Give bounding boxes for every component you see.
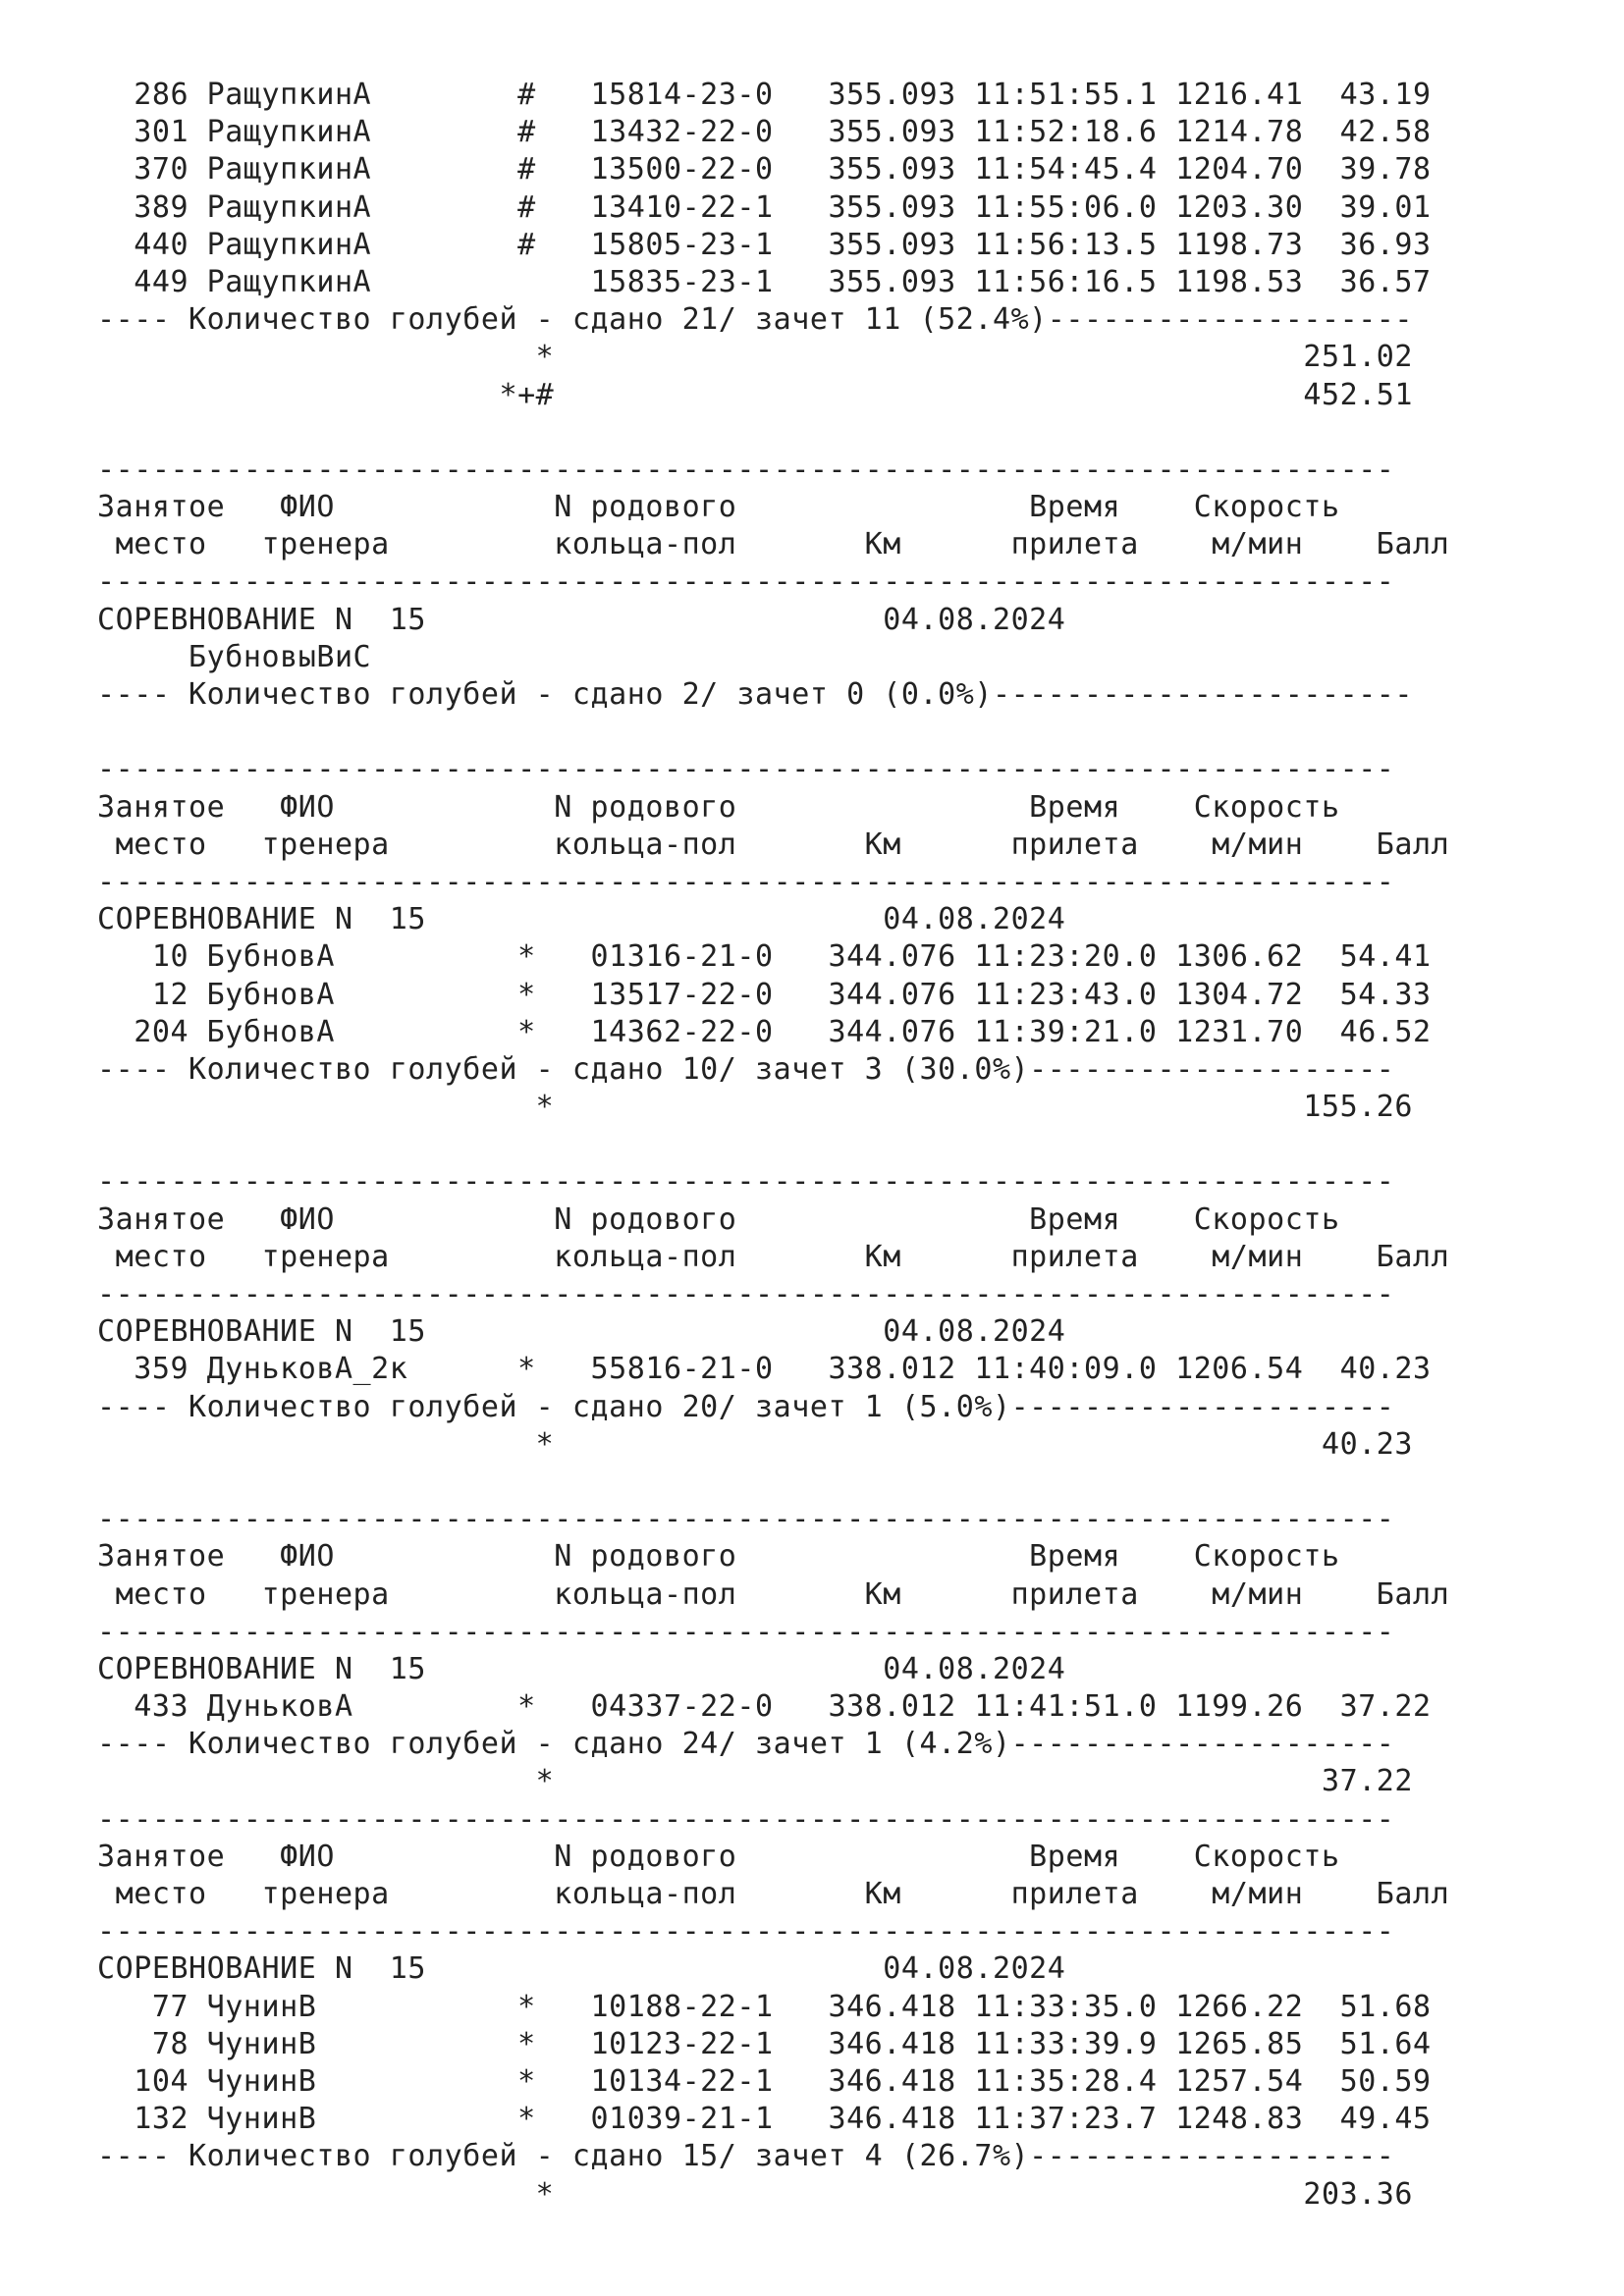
column-header: место тренера кольца-пол Км прилета м/мин Балл	[97, 1576, 1450, 1612]
result-row: 389 РащупкинА # 13410-22-1 355.093 11:55:06.0 1203.30 39.01	[97, 189, 1432, 225]
result-row: 10 БубновА * 01316-21-0 344.076 11:23:20.0 1306.62 54.41	[97, 939, 1432, 975]
result-row: 440 РащупкинА # 15805-23-1 355.093 11:56:13.5 1198.73 36.93	[97, 227, 1432, 262]
separator-line: -----------------------------------------------------------------------	[97, 564, 1395, 600]
summary-line: ---- Количество голубей - сдано 10/ зачет 3 (30.0%)--------------------	[97, 1051, 1395, 1087]
separator-line: -----------------------------------------------------------------------	[97, 1614, 1395, 1649]
result-row: 132 ЧунинВ * 01039-21-1 346.418 11:37:23.7 1248.83 49.45	[97, 2102, 1432, 2137]
blank-line	[97, 1126, 1531, 1163]
competition-header: СОРЕВНОВАНИЕ N 15 04.08.2024	[97, 1314, 1066, 1350]
separator-line: -----------------------------------------------------------------------	[97, 1277, 1395, 1311]
points-total: * 251.02	[97, 340, 1414, 375]
column-header: Занятое ФИО N родового Время Скорость	[97, 1839, 1340, 1874]
result-row: 370 РащупкинА # 13500-22-0 355.093 11:54:45.4 1204.70 39.78	[97, 152, 1432, 187]
result-row: 77 ЧунинВ * 10188-22-1 346.418 11:33:35.0 1266.22 51.68	[97, 1989, 1432, 2024]
separator-line: -----------------------------------------------------------------------	[97, 452, 1395, 487]
column-header: Занятое ФИО N родового Время Скорость	[97, 789, 1340, 825]
blank-line	[97, 1464, 1531, 1501]
separator-line: -----------------------------------------------------------------------	[97, 752, 1395, 787]
result-row: 78 ЧунинВ * 10123-22-1 346.418 11:33:39.9 1265.85 51.64	[97, 2026, 1432, 2061]
column-header: место тренера кольца-пол Км прилета м/мин Балл	[97, 1877, 1450, 1911]
competition-header: СОРЕВНОВАНИЕ N 15 04.08.2024	[97, 602, 1066, 637]
result-row: 104 ЧунинВ * 10134-22-1 346.418 11:35:28.4 1257.54 50.59	[97, 2063, 1432, 2099]
column-header: место тренера кольца-пол Км прилета м/мин Балл	[97, 1239, 1450, 1274]
points-total: * 40.23	[97, 1426, 1414, 1462]
blank-line	[97, 714, 1531, 751]
summary-line: ---- Количество голубей - сдано 21/ зачет 11 (52.4%)--------------------	[97, 302, 1414, 338]
competition-header: СОРЕВНОВАНИЕ N 15 04.08.2024	[97, 1951, 1066, 1987]
summary-line: ---- Количество голубей - сдано 15/ зачет 4 (26.7%)--------------------	[97, 2139, 1395, 2174]
summary-line: ---- Количество голубей - сдано 2/ зачет 0 (0.0%)-----------------------	[97, 677, 1414, 712]
points-total: * 37.22	[97, 1764, 1414, 1799]
result-row: 433 ДуньковА * 04337-22-0 338.012 11:41:51.0 1199.26 37.22	[97, 1689, 1432, 1725]
separator-line: -----------------------------------------------------------------------	[97, 1164, 1395, 1200]
result-row: 12 БубновА * 13517-22-0 344.076 11:23:43.0 1304.72 54.33	[97, 977, 1432, 1012]
result-row: 301 РащупкинА # 13432-22-0 355.093 11:52:18.6 1214.78 42.58	[97, 115, 1432, 150]
result-row: 204 БубновА * 14362-22-0 344.076 11:39:21.0 1231.70 46.52	[97, 1014, 1432, 1049]
column-header: Занятое ФИО N родового Время Скорость	[97, 490, 1340, 525]
separator-line: -----------------------------------------------------------------------	[97, 1502, 1395, 1537]
competition-header: СОРЕВНОВАНИЕ N 15 04.08.2024	[97, 902, 1066, 937]
separator-line: -----------------------------------------------------------------------	[97, 1914, 1395, 1949]
column-header: Занятое ФИО N родового Время Скорость	[97, 1201, 1340, 1237]
points-total: * 203.36	[97, 2176, 1414, 2212]
column-header: место тренера кольца-пол Км прилета м/мин Балл	[97, 527, 1450, 562]
summary-line: ---- Количество голубей - сдано 24/ зачет 1 (4.2%)---------------------	[97, 1727, 1395, 1762]
results-report	[97, 77, 1531, 2214]
summary-line: ---- Количество голубей - сдано 20/ зачет 1 (5.0%)---------------------	[97, 1389, 1395, 1424]
result-row: 449 РащупкинА 15835-23-1 355.093 11:56:16.5 1198.53 36.57	[97, 264, 1432, 299]
points-total: * 155.26	[97, 1090, 1414, 1125]
report-line: БубновыВиС	[97, 639, 372, 674]
result-row: 359 ДуньковА_2к * 55816-21-0 338.012 11:40:09.0 1206.54 40.23	[97, 1352, 1432, 1387]
column-header: место тренера кольца-пол Км прилета м/мин Балл	[97, 827, 1450, 862]
separator-line: -----------------------------------------------------------------------	[97, 1801, 1395, 1837]
result-row: 286 РащупкинА # 15814-23-0 355.093 11:51:55.1 1216.41 43.19	[97, 78, 1432, 112]
blank-line	[97, 414, 1531, 452]
separator-line: -----------------------------------------------------------------------	[97, 864, 1395, 899]
points-total: *+# 452.51	[97, 377, 1414, 412]
column-header: Занятое ФИО N родового Время Скорость	[97, 1539, 1340, 1575]
competition-header: СОРЕВНОВАНИЕ N 15 04.08.2024	[97, 1651, 1066, 1686]
